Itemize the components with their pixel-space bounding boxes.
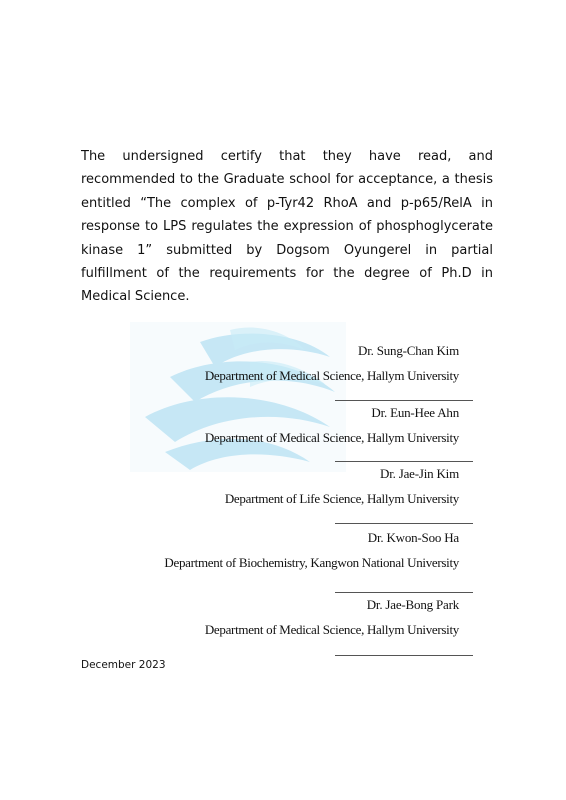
signature-line: [335, 523, 473, 524]
member-name: Dr. Jae-Jin Kim: [380, 466, 459, 481]
signature-line: [335, 400, 473, 401]
member-name: Dr. Jae-Bong Park: [366, 597, 459, 612]
signature-line: [335, 655, 473, 656]
member-name: Dr. Sung-Chan Kim: [358, 343, 459, 358]
member-department: Department of Medical Science, Hallym University: [204, 368, 459, 383]
signature-line: [335, 461, 473, 462]
committee-member-3: [225, 464, 459, 508]
member-name: Dr. Eun-Hee Ahn: [371, 405, 459, 420]
committee-member-1: [205, 341, 459, 385]
certification-statement: The undersigned certify that they have read, and recommended to the Graduate school for acceptance, a thesis entitled “The complex of p-Tyr42 RhoA and p-p65/RelA in response to LPS regulates the expression of phosphoglycerate kinase 1” submitted by Dogsom Oyungerel in partial fulfillment of the requirements for the degree of Ph.D in Medical Science.: [81, 149, 493, 305]
member-name: Dr. Kwon-Soo Ha: [367, 530, 459, 545]
member-department: Department of Medical Science, Hallym University: [204, 622, 459, 637]
signature-line: [335, 592, 473, 593]
committee-member-5: [205, 595, 459, 639]
member-department: Department of Life Science, Hallym University: [224, 491, 459, 506]
member-department: Department of Biochemistry, Kangwon National University: [164, 555, 459, 570]
committee-member-4: [164, 528, 459, 572]
committee-member-2: [205, 403, 459, 447]
document-date: December 2023: [81, 659, 166, 671]
member-department: Department of Medical Science, Hallym University: [204, 430, 459, 445]
